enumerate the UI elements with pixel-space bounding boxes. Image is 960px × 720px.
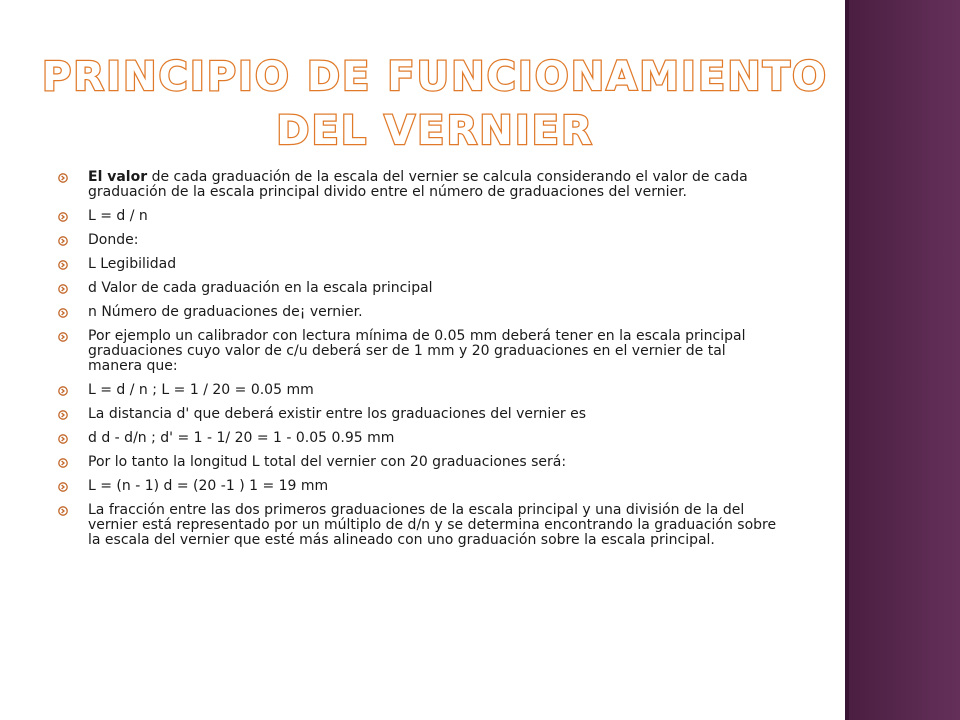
item-text: Por lo tanto la longitud L total del vernier con 20 graduaciones será: [88,454,567,470]
item-text: L = d / n ; L = 1 / 20 = 0.05 mm [88,382,314,398]
circled-arrow-bullet-icon [58,482,68,492]
circled-arrow-bullet-icon [58,458,68,468]
circled-arrow-bullet-icon [58,386,68,396]
list-item [58,407,778,422]
item-text: d d - d/n ; d' = 1 - 1/ 20 = 1 - 0.05 0.95 mm [88,430,395,446]
item-text: Por ejemplo un calibrador con lectura mínima de 0.05 mm deberá tener en la escala principal graduaciones cuyo valor de c/u deberá ser de 1 mm y 20 graduaciones en el vernier de tal manera que: [88,328,746,374]
list-item [58,209,778,224]
list-item [58,281,778,296]
circled-arrow-bullet-icon [58,212,68,222]
circled-arrow-bullet-icon [58,410,68,420]
list-item [58,455,778,470]
bullet-list [58,170,778,557]
list-item [58,431,778,446]
list-item [58,257,778,272]
circled-arrow-bullet-icon [58,308,68,318]
circled-arrow-bullet-icon [58,173,68,183]
circled-arrow-bullet-icon [58,506,68,516]
list-item [58,305,778,320]
item-text: L = d / n [88,208,148,224]
item-text: de cada graduación de la escala del vernier se calcula considerando el valor de cada graduación de la escala principal divido entre el número de graduaciones del vernier. [88,169,748,200]
item-text: d Valor de cada graduación en la escala principal [88,280,433,296]
title-line-2: DEL VERNIER [276,108,594,154]
item-lead-text: El valor [88,169,148,185]
circled-arrow-bullet-icon [58,284,68,294]
item-text: Donde: [88,232,139,248]
item-text: L Legibilidad [88,256,177,272]
circled-arrow-bullet-icon [58,236,68,246]
side-decoration-band [845,0,960,720]
circled-arrow-bullet-icon [58,332,68,342]
side-decoration-edge [845,0,849,720]
list-item [58,479,778,494]
slide-title [40,50,830,158]
item-text: L = (n - 1) d = (20 -1 ) 1 = 19 mm [88,478,329,494]
item-text: La fracción entre las dos primeros graduaciones de la escala principal y una división de la del vernier está representado por un múltiplo de d/n y se determina encontrando la graduación sobre la escala del vernier que esté más alineado con uno graduación sobre la escala principal. [88,502,777,548]
list-item [58,383,778,398]
list-item [58,170,778,200]
item-text: n Número de graduaciones de¡ vernier. [88,304,363,320]
item-text: La distancia d' que deberá existir entre los graduaciones del vernier es [88,406,587,422]
title-line-1: PRINCIPIO DE FUNCIONAMIENTO [41,54,829,100]
circled-arrow-bullet-icon [58,260,68,270]
list-item [58,233,778,248]
list-item [58,329,778,374]
list-item [58,503,778,548]
circled-arrow-bullet-icon [58,434,68,444]
